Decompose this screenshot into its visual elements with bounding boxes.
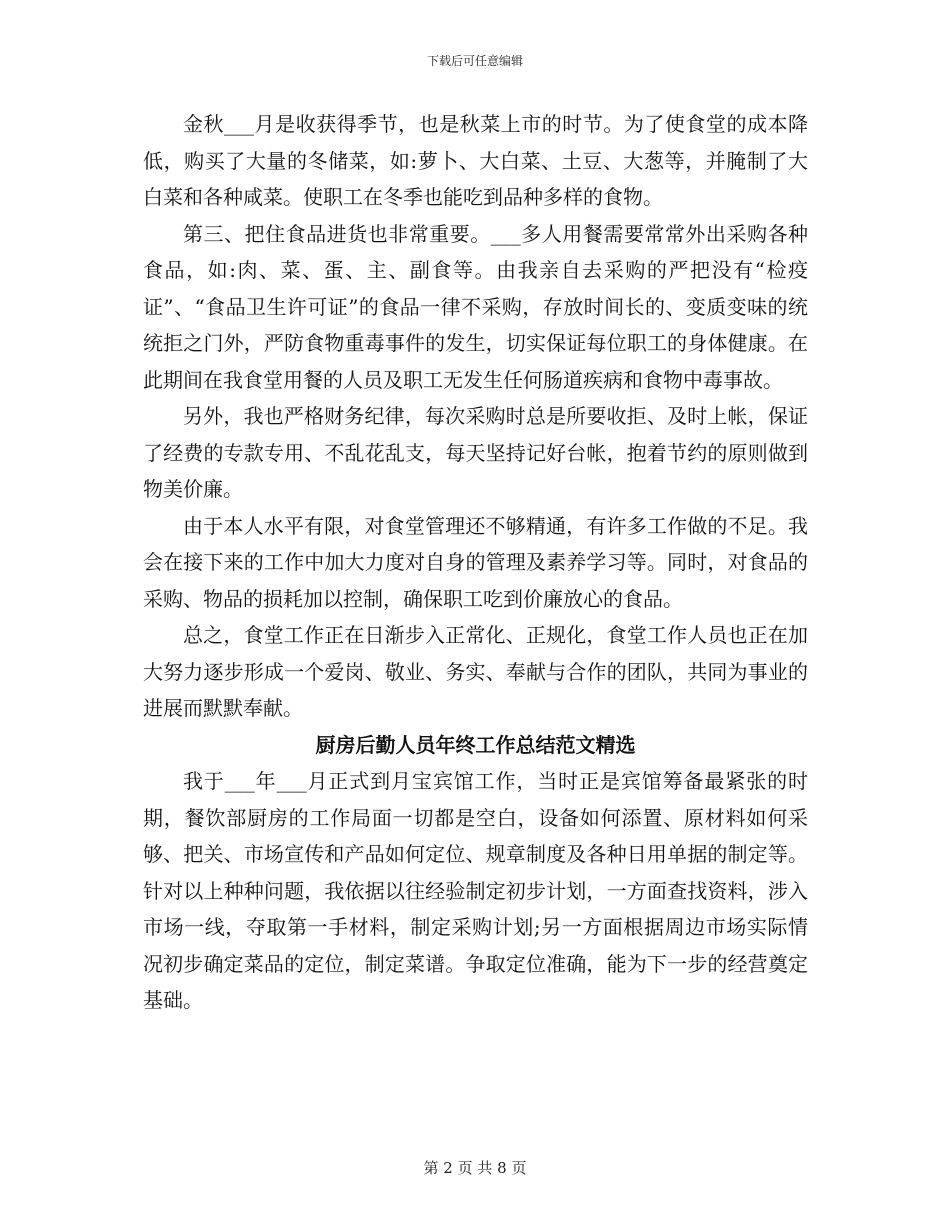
paragraph-hotel-kitchen: 我于___年___月正式到月宝宾馆工作，当时正是宾馆筹备最紧张的时期，餐饮部厨房的工作局面一切都是空白，设备如何添置、原材料如何采够、把关、市场宣传和产品如何定位、规章制度及各种日用单据的制定等。针对以上种种问题，我依据以往经验制定初步计划，一方面查找资料，涉入市场一线，夺取第一手材料，制定采购计划;另一方面根据周边市场实际情况初步确定菜品的定位，制定菜谱。争取定位准确，能为下一步的经营奠定基础。: [143, 769, 808, 1012]
page-number: 第 2 页 共 8 页: [423, 1159, 527, 1177]
paragraph-conclusion: 总之，食堂工作正在日渐步入正常化、正规化，食堂工作人员也正在加大努力逐步形成一个爱岗、敬业、务实、奉献与合作的团队，共同为事业的进展而默默奉献。: [143, 623, 808, 720]
document-body: [143, 106, 808, 1019]
paragraph-food-purchasing: 第三、把住食品进货也非常重要。___多人用餐需要常常外出采购各种食品，如:肉、菜、蛋、主、副食等。由我亲自去采购的严把没有“检疫证”、“食品卫生许可证”的食品一律不采购，存放时间长的、变质变味的统统拒之门外，严防食物重毒事件的发生，切实保证每位职工的身体健康。在此期间在我食堂用餐的人员及职工无发生任何肠道疾病和食物中毒事故。: [143, 221, 808, 392]
paragraph-financial-discipline: 另外，我也严格财务纪律，每次采购时总是所要收拒、及时上帐，保证了经费的专款专用、不乱花乱支，每天坚持记好台帐，抱着节约的原则做到物美价廉。: [143, 404, 808, 501]
section-title: 厨房后勤人员年终工作总结范文精选: [315, 732, 636, 757]
paragraph-shortcomings: 由于本人水平有限，对食堂管理还不够精通，有许多工作做的不足。我会在接下来的工作中加大力度对自身的管理及素养学习等。同时，对食品的采购、物品的损耗加以控制，确保职工吃到价廉放心的食品。: [143, 513, 808, 611]
paragraph-autumn-vegetables: 金秋___月是收获得季节，也是秋菜上市的时节。为了使食堂的成本降低，购买了大量的冬储菜，如:萝卜、大白菜、土豆、大葱等，并腌制了大白菜和各种咸菜。使职工在冬季也能吃到品种多样的食物。: [143, 112, 808, 209]
page-header: 下载后可任意编辑: [426, 54, 523, 68]
